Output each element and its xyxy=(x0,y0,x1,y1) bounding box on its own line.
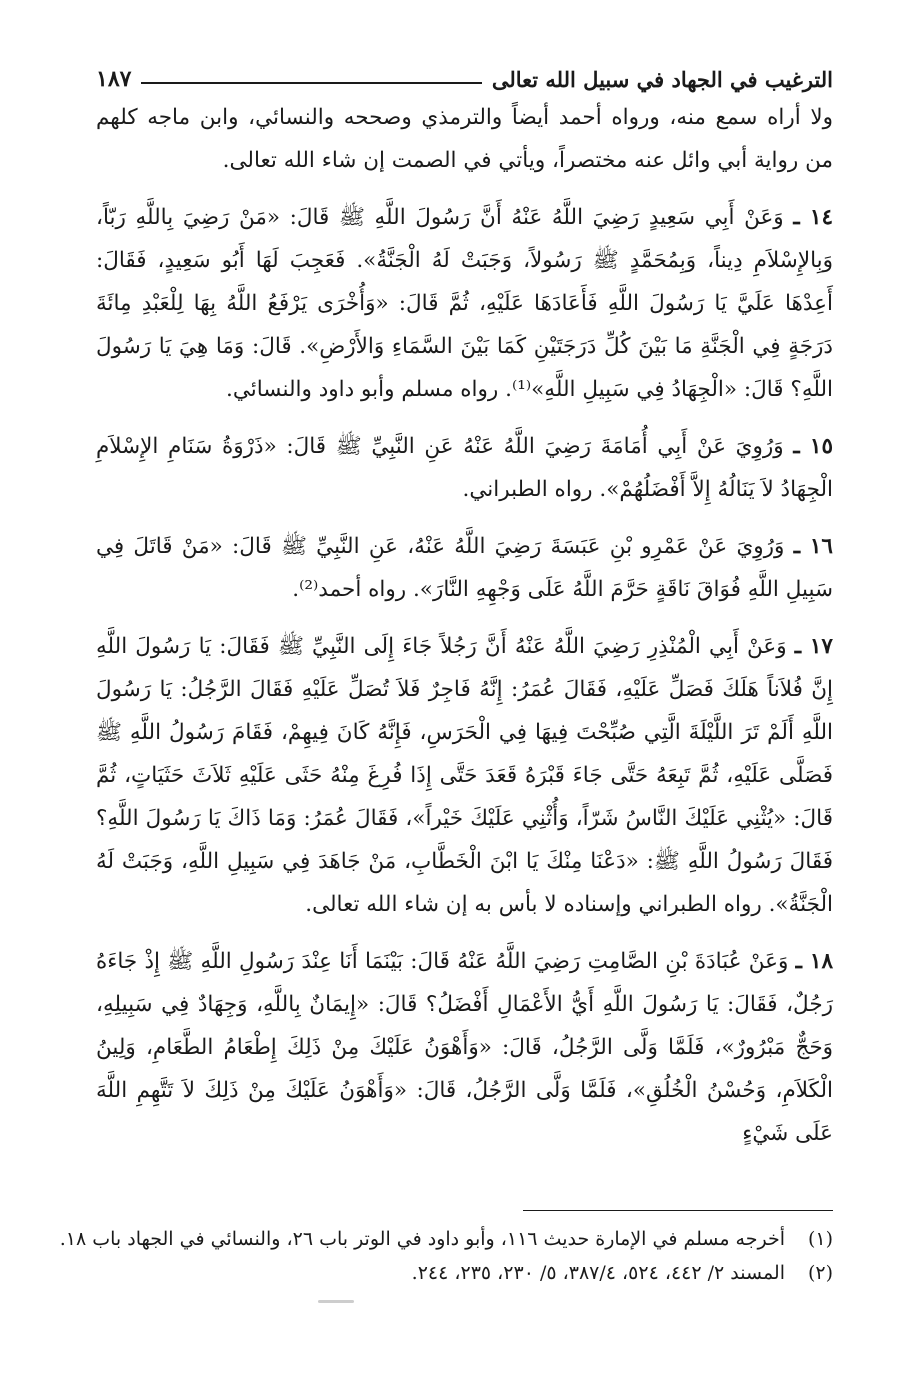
footnote-number: (١) xyxy=(807,1228,833,1250)
hadith-17 xyxy=(96,625,833,926)
header-rule xyxy=(141,82,481,84)
paragraph-text: ولا أراه سمع منه، ورواه أحمد أيضاً والترمذي وصححه والنسائي، وابن ماجه كلهم من رواية أبي وائل عنه مختصراً، ويأتي في الصمت إن شاء الله تعالى. xyxy=(96,105,833,173)
footnote-2 xyxy=(96,1256,833,1290)
scan-smudge xyxy=(318,1300,354,1303)
footnote-separator xyxy=(523,1210,833,1211)
footnote-1 xyxy=(59,1222,833,1256)
hadith-text: وَرُوِيَ عَنْ أَبِي أُمَامَةَ رَضِيَ اللَّهُ عَنْهُ عَنِ النَّبِيِّ ﷺ قَالَ: «ذَرْوَةُ سَنَامِ الإِسْلاَمِ الْجِهَادُ لاَ يَنَالُهُ إِلاَّ أَفْضَلُهُمْ». رواه الطبراني. xyxy=(96,434,833,502)
footnote-text: المسند ٢/ ٤٤٢، ٥٢٤، ٣٨٧/٤، ٥/ ٢٣٠، ٢٣٥، ٢٤٤. xyxy=(411,1262,785,1284)
hadith-text: وَعَنْ أَبِي الْمُنْذِرِ رَضِيَ اللَّهُ عَنْهُ أَنَّ رَجُلاً جَاءَ إِلَى النَّبِيِّ ﷺ فَقَالَ: يَا رَسُولَ اللَّهِ إِنَّ فُلاَناً هَلَكَ فَصَلِّ عَلَيْهِ، فَقَالَ عُمَرُ: إِنَّهُ فَاجِرٌ فَلاَ تُصَلِّ عَلَيْهِ فَقَالَ الرَّجُلُ: يَا رَسُولَ اللَّهِ أَلَمْ تَرَ اللَّيْلَةَ الَّتِي صُبِّحْتَ فِيهَا فِي الْحَرَسِ، فَإِنَّهُ كَانَ فِيهِمْ، فَقَامَ رَسُولُ اللَّهِ ﷺ فَصَلَّى عَلَيْهِ، ثُمَّ تَبِعَهُ حَتَّى جَاءَ قَبْرَهُ قَعَدَ حَتَّى إِذَا فُرِغَ مِنْهُ حَثَى عَلَيْهِ ثَلاَثَ حَثَيَاتٍ، ثُمَّ قَالَ: «يُثْنِي عَلَيْكَ النَّاسُ شَرّاً، وَأُثْنِي عَلَيْكَ خَيْراً»، فَقَالَ عُمَرُ: وَمَا ذَاكَ يَا رَسُولَ اللَّهِ؟ فَقَالَ رَسُولُ اللَّهِ ﷺ: «دَعْنَا مِنْكَ يَا ابْنَ الْخَطَّابِ، مَنْ جَاهَدَ فِي سَبِيلِ اللَّهِ، وَجَبَتْ لَهُ الْجَنَّةُ». رواه الطبراني وإسناده لا بأس به إن شاء الله تعالى. xyxy=(96,634,833,917)
running-header xyxy=(96,52,833,92)
hadith-text: وَعَنْ أَبِي سَعِيدٍ رَضِيَ اللَّهُ عَنْهُ أَنَّ رَسُولَ اللَّهِ ﷺ قَالَ: «مَنْ رَضِيَ بِاللَّهِ رَبّاً، وَبِالإِسْلاَمِ دِيناً، وَبِمُحَمَّدٍ ﷺ رَسُولاً، وَجَبَتْ لَهُ الْجَنَّةُ». فَعَجِبَ لَهَا أَبُو سَعِيدٍ، فَقَالَ: أَعِدْهَا عَلَيَّ يَا رَسُولَ اللَّهِ فَأَعَادَهَا عَلَيْهِ، ثُمَّ قَالَ: «وَأُخْرَى يَرْفَعُ اللَّهُ بِهَا لِلْعَبْدِ مِائَةَ دَرَجَةٍ فِي الْجَنَّةِ مَا بَيْنَ كُلِّ دَرَجَتَيْنِ كَمَا بَيْنَ السَّمَاءِ وَالأَرْضِ». قَالَ: وَمَا هِيَ يَا رَسُولَ اللَّهِ؟ قَالَ: «الْجِهَادُ فِي سَبِيلِ اللَّهِ»⁽¹⁾. رواه مسلم وأبو داود والنسائي. xyxy=(96,205,833,402)
body-text xyxy=(96,96,833,1155)
footnote-number: (٢) xyxy=(807,1262,833,1284)
footnote-text: أخرجه مسلم في الإمارة حديث ١١٦، وأبو داود في الوتر باب ٢٦، والنسائي في الجهاد باب ١٨. xyxy=(59,1228,785,1250)
hadith-number: ١٧ ـ xyxy=(794,634,833,659)
hadith-number: ١٨ ـ xyxy=(795,949,833,974)
hadith-16 xyxy=(96,525,833,611)
page-number: ١٨٧ xyxy=(96,66,132,92)
footnotes xyxy=(59,1222,833,1290)
running-title: الترغيب في الجهاد في سبيل الله تعالى xyxy=(491,67,833,92)
hadith-number: ١٦ ـ xyxy=(793,534,833,559)
hadith-number: ١٤ ـ xyxy=(793,205,833,230)
hadith-15 xyxy=(96,425,833,511)
hadith-number: ١٥ ـ xyxy=(793,434,833,459)
hadith-18 xyxy=(96,940,833,1155)
hadith-text: وَرُوِيَ عَنْ عَمْرِو بْنِ عَبَسَةَ رَضِيَ اللَّهُ عَنْهُ، عَنِ النَّبِيِّ ﷺ قَالَ: «مَنْ قَاتَلَ فِي سَبِيلِ اللَّهِ فُوَاقَ نَاقَةٍ حَرَّمَ اللَّهُ عَلَى وَجْهِهِ النَّارَ». رواه أحمد⁽²⁾. xyxy=(96,534,833,602)
hadith-text: وَعَنْ عُبَادَةَ بْنِ الصَّامِتِ رَضِيَ اللَّهُ عَنْهُ قَالَ: بَيْنَمَا أَنَا عِنْدَ رَسُولِ اللَّهِ ﷺ إِذْ جَاءَهُ رَجُلٌ، فَقَالَ: يَا رَسُولَ اللَّهِ أَيُّ الأَعْمَالِ أَفْضَلُ؟ قَالَ: «إِيمَانٌ بِاللَّهِ، وَجِهَادٌ فِي سَبِيلِهِ، وَحَجٌّ مَبْرُورٌ»، فَلَمَّا وَلَّى الرَّجُلُ، قَالَ: «وَأَهْوَنُ عَلَيْكَ مِنْ ذَلِكَ إِطْعَامُ الطَّعَامِ، وَلِينُ الْكَلاَمِ، وَحُسْنُ الْخُلُقِ»، فَلَمَّا وَلَّى الرَّجُلُ، قَالَ: «وَأَهْوَنُ عَلَيْكَ مِنْ ذَلِكَ لاَ تَتَّهِمِ اللَّهَ عَلَى شَيْءٍ xyxy=(96,949,833,1146)
hadith-14 xyxy=(96,196,833,411)
paragraph-continuation xyxy=(96,96,833,182)
